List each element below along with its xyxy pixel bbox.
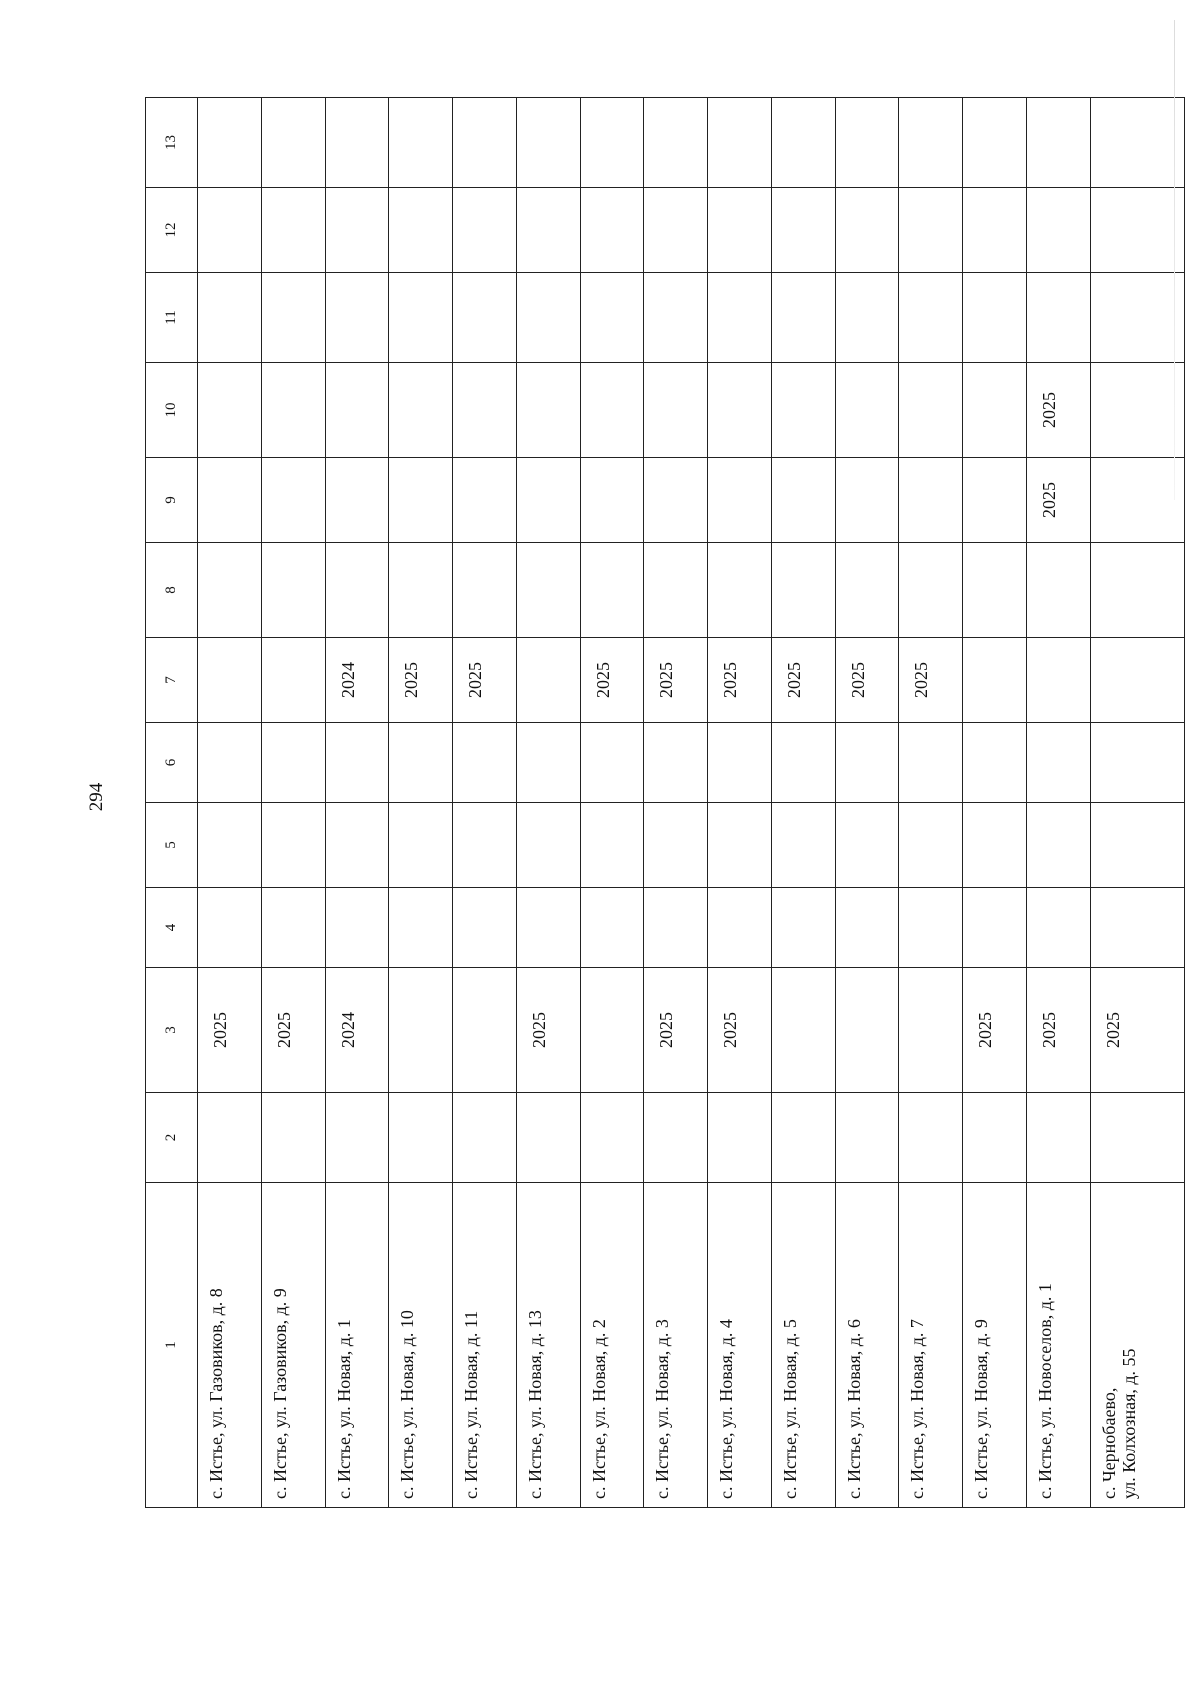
year-cell: [516, 723, 580, 803]
year-cell: [771, 1093, 835, 1183]
table-row: [453, 98, 517, 1508]
year-cell: [963, 638, 1027, 723]
year-cell: [963, 888, 1027, 968]
year-cell: [899, 98, 963, 188]
year-cell: [516, 638, 580, 723]
page-number: 294: [86, 782, 107, 812]
year-cell: [198, 543, 262, 638]
year-cell: 2025: [835, 638, 899, 723]
column-header: 12: [146, 188, 198, 273]
year-cell: [261, 458, 325, 543]
year-cell: [963, 98, 1027, 188]
year-cell: [325, 98, 389, 188]
year-cell: [835, 723, 899, 803]
year-cell: [1090, 458, 1185, 543]
year-cell: [580, 723, 644, 803]
year-cell: [261, 638, 325, 723]
year-cell: [771, 458, 835, 543]
year-cell: [771, 98, 835, 188]
table-row: [1090, 98, 1185, 1508]
year-cell: 2025: [963, 968, 1027, 1093]
address-cell: с. Истье, ул. Газовиков, д. 9: [261, 1183, 325, 1508]
year-cell: 2025: [389, 638, 453, 723]
year-cell: [899, 888, 963, 968]
column-header: 4: [146, 888, 198, 968]
year-cell: [516, 458, 580, 543]
address-cell: с. Истье, ул. Новая, д. 13: [516, 1183, 580, 1508]
year-cell: [963, 723, 1027, 803]
year-cell: [389, 273, 453, 363]
year-cell: 2025: [771, 638, 835, 723]
year-cell: [835, 458, 899, 543]
scan-artifact-line: [1174, 20, 1175, 500]
year-cell: [325, 723, 389, 803]
year-cell: [1026, 888, 1090, 968]
address-cell: с. Истье, ул. Новая, д. 2: [580, 1183, 644, 1508]
year-cell: [516, 888, 580, 968]
address-cell: с. Истье, ул. Новая, д. 5: [771, 1183, 835, 1508]
year-cell: 2025: [1026, 968, 1090, 1093]
year-cell: [1090, 638, 1185, 723]
address-cell: с. Истье, ул. Газовиков, д. 8: [198, 1183, 262, 1508]
year-cell: [835, 273, 899, 363]
year-cell: [771, 363, 835, 458]
year-cell: [516, 803, 580, 888]
year-cell: [1090, 888, 1185, 968]
year-cell: [453, 1093, 517, 1183]
address-cell: с. Истье, ул. Новоселов, д. 1: [1026, 1183, 1090, 1508]
address-cell: с. Истье, ул. Новая, д. 11: [453, 1183, 517, 1508]
year-cell: [644, 803, 708, 888]
year-cell: [899, 458, 963, 543]
year-cell: [644, 458, 708, 543]
year-cell: [453, 543, 517, 638]
year-cell: [198, 458, 262, 543]
year-cell: [899, 1093, 963, 1183]
year-cell: [1026, 803, 1090, 888]
year-cell: [516, 363, 580, 458]
year-cell: [963, 363, 1027, 458]
year-cell: [899, 363, 963, 458]
address-cell: с. Истье, ул. Новая, д. 7: [899, 1183, 963, 1508]
table-row: [835, 98, 899, 1508]
year-cell: [1090, 363, 1185, 458]
year-cell: [453, 723, 517, 803]
year-cell: [580, 888, 644, 968]
document-table: [145, 97, 1185, 1508]
year-cell: [325, 543, 389, 638]
year-cell: [708, 543, 772, 638]
year-cell: [644, 543, 708, 638]
year-cell: [644, 363, 708, 458]
year-cell: [771, 888, 835, 968]
year-cell: [389, 1093, 453, 1183]
year-cell: [644, 888, 708, 968]
year-cell: [899, 543, 963, 638]
year-cell: [963, 543, 1027, 638]
year-cell: [261, 543, 325, 638]
year-cell: [963, 188, 1027, 273]
year-cell: [963, 273, 1027, 363]
table-row: [198, 98, 262, 1508]
year-cell: [1090, 543, 1185, 638]
year-cell: [835, 1093, 899, 1183]
year-cell: [771, 803, 835, 888]
year-cell: 2025: [1026, 458, 1090, 543]
table-row: [580, 98, 644, 1508]
year-cell: [644, 273, 708, 363]
year-cell: [580, 803, 644, 888]
year-cell: [708, 363, 772, 458]
year-cell: 2025: [580, 638, 644, 723]
year-cell: [389, 723, 453, 803]
year-cell: [644, 188, 708, 273]
address-cell: с. Истье, ул. Новая, д. 3: [644, 1183, 708, 1508]
year-cell: [389, 363, 453, 458]
table-row: [1026, 98, 1090, 1508]
year-cell: [708, 188, 772, 273]
year-cell: [644, 723, 708, 803]
year-cell: [389, 543, 453, 638]
column-header: 1: [146, 1183, 198, 1508]
year-cell: [580, 968, 644, 1093]
year-cell: [389, 458, 453, 543]
table-row: [261, 98, 325, 1508]
year-cell: [708, 458, 772, 543]
year-cell: [771, 273, 835, 363]
year-cell: [261, 888, 325, 968]
year-cell: 2025: [644, 968, 708, 1093]
year-cell: [580, 363, 644, 458]
year-cell: [835, 803, 899, 888]
year-cell: 2025: [644, 638, 708, 723]
year-cell: [1090, 188, 1185, 273]
year-cell: 2025: [1090, 968, 1185, 1093]
address-cell: с. Истье, ул. Новая, д. 1: [325, 1183, 389, 1508]
table-row: [708, 98, 772, 1508]
year-cell: [708, 273, 772, 363]
year-cell: [899, 723, 963, 803]
year-cell: [389, 803, 453, 888]
year-cell: [1026, 543, 1090, 638]
year-cell: [835, 543, 899, 638]
year-cell: 2025: [198, 968, 262, 1093]
year-cell: [771, 723, 835, 803]
year-cell: [580, 188, 644, 273]
year-cell: [708, 888, 772, 968]
year-cell: [835, 363, 899, 458]
column-header: 3: [146, 968, 198, 1093]
table-row: [771, 98, 835, 1508]
column-header: 9: [146, 458, 198, 543]
year-cell: [835, 968, 899, 1093]
year-cell: [1026, 273, 1090, 363]
year-cell: [453, 188, 517, 273]
year-cell: [198, 188, 262, 273]
year-cell: [1026, 1093, 1090, 1183]
year-cell: [580, 1093, 644, 1183]
year-cell: [198, 888, 262, 968]
year-cell: [771, 543, 835, 638]
year-cell: [453, 803, 517, 888]
year-cell: [198, 638, 262, 723]
year-cell: [1026, 638, 1090, 723]
year-cell: [261, 803, 325, 888]
year-cell: [771, 968, 835, 1093]
year-cell: 2024: [325, 968, 389, 1093]
year-cell: [261, 98, 325, 188]
table-row: [963, 98, 1027, 1508]
year-cell: [580, 98, 644, 188]
column-header: 13: [146, 98, 198, 188]
year-cell: [771, 188, 835, 273]
year-cell: [261, 723, 325, 803]
year-cell: [899, 188, 963, 273]
column-header: 5: [146, 803, 198, 888]
year-cell: [325, 803, 389, 888]
address-cell: с. Чернобаево, ул. Колхозная, д. 55: [1090, 1183, 1185, 1508]
year-cell: [325, 363, 389, 458]
column-header: 11: [146, 273, 198, 363]
year-cell: [453, 363, 517, 458]
year-cell: [835, 888, 899, 968]
year-cell: [325, 273, 389, 363]
year-cell: [708, 1093, 772, 1183]
table-row: [899, 98, 963, 1508]
year-cell: [899, 803, 963, 888]
year-cell: [198, 1093, 262, 1183]
year-cell: [198, 98, 262, 188]
year-cell: [389, 188, 453, 273]
year-cell: [389, 98, 453, 188]
year-cell: [708, 723, 772, 803]
year-cell: [389, 968, 453, 1093]
year-cell: [580, 543, 644, 638]
year-cell: [516, 543, 580, 638]
header-row: [146, 98, 198, 1508]
year-cell: [516, 98, 580, 188]
column-header: 10: [146, 363, 198, 458]
address-cell: с. Истье, ул. Новая, д. 10: [389, 1183, 453, 1508]
column-header: 7: [146, 638, 198, 723]
table-body: [198, 98, 1185, 1508]
year-cell: [198, 363, 262, 458]
year-cell: [580, 458, 644, 543]
year-cell: [516, 188, 580, 273]
year-cell: 2025: [261, 968, 325, 1093]
year-cell: [198, 803, 262, 888]
year-cell: [1090, 273, 1185, 363]
year-cell: [1090, 1093, 1185, 1183]
year-cell: [325, 1093, 389, 1183]
year-cell: [644, 98, 708, 188]
year-cell: 2025: [453, 638, 517, 723]
year-cell: [1090, 803, 1185, 888]
year-cell: [453, 888, 517, 968]
year-cell: 2025: [899, 638, 963, 723]
year-cell: [325, 888, 389, 968]
year-cell: 2025: [708, 968, 772, 1093]
year-cell: [1026, 98, 1090, 188]
year-cell: [899, 273, 963, 363]
column-header: 6: [146, 723, 198, 803]
year-cell: [453, 98, 517, 188]
year-cell: [453, 968, 517, 1093]
column-header: 2: [146, 1093, 198, 1183]
rotated-table-wrapper: [145, 98, 1185, 1508]
year-cell: [835, 98, 899, 188]
year-cell: [963, 803, 1027, 888]
table-row: [516, 98, 580, 1508]
year-cell: [453, 273, 517, 363]
table-row: [644, 98, 708, 1508]
table-row: [325, 98, 389, 1508]
year-cell: [261, 273, 325, 363]
year-cell: [198, 273, 262, 363]
year-cell: [261, 363, 325, 458]
year-cell: [389, 888, 453, 968]
year-cell: [1026, 723, 1090, 803]
year-cell: 2024: [325, 638, 389, 723]
table-row: [389, 98, 453, 1508]
year-cell: [516, 273, 580, 363]
year-cell: [644, 1093, 708, 1183]
year-cell: [325, 458, 389, 543]
address-cell: с. Истье, ул. Новая, д. 4: [708, 1183, 772, 1508]
year-cell: 2025: [708, 638, 772, 723]
year-cell: [325, 188, 389, 273]
year-cell: 2025: [1026, 363, 1090, 458]
year-cell: [963, 458, 1027, 543]
year-cell: [1090, 723, 1185, 803]
year-cell: 2025: [516, 968, 580, 1093]
year-cell: [1026, 188, 1090, 273]
year-cell: [261, 1093, 325, 1183]
year-cell: [835, 188, 899, 273]
year-cell: [708, 803, 772, 888]
year-cell: [198, 723, 262, 803]
year-cell: [1090, 98, 1185, 188]
column-header: 8: [146, 543, 198, 638]
year-cell: [899, 968, 963, 1093]
year-cell: [261, 188, 325, 273]
year-cell: [516, 1093, 580, 1183]
year-cell: [453, 458, 517, 543]
year-cell: [963, 1093, 1027, 1183]
year-cell: [580, 273, 644, 363]
address-cell: с. Истье, ул. Новая, д. 6: [835, 1183, 899, 1508]
address-cell: с. Истье, ул. Новая, д. 9: [963, 1183, 1027, 1508]
year-cell: [708, 98, 772, 188]
